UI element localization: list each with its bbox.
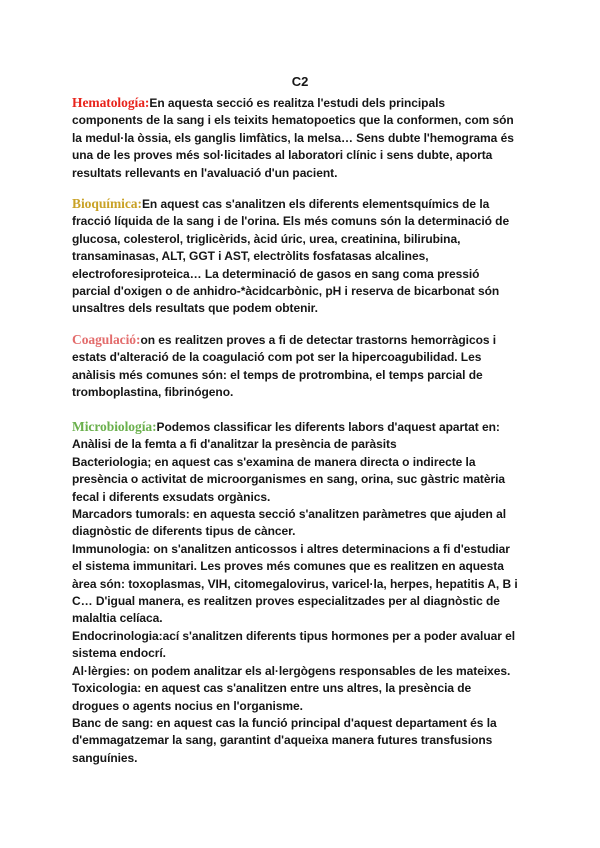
section-text: components de la sang i els teixits hematopoetics que la conformen, com són <box>72 113 514 128</box>
section-heading-hematologia: Hematología: <box>72 95 150 110</box>
section-text: diagnòstic de diferents tipus de càncer. <box>72 524 296 539</box>
section-text: En aquesta secció es realitza l'estudi dels principals <box>149 96 445 110</box>
section-text: drogues o agents nocius en l'organisme. <box>72 698 303 713</box>
section-first-line <box>72 418 534 436</box>
section-text: Anàlisi de la femta a fi d'analitzar la presència de paràsits <box>72 437 397 452</box>
document-title: C2 <box>291 74 309 89</box>
section-text: Marcadors tumorals: en aquesta secció s'analitzen paràmetres que ajuden al <box>72 507 506 522</box>
section-text: el sistema immunitari. Les proves més comunes que es realitzen en aquesta <box>72 559 504 574</box>
section-text: Banc de sang: en aquest cas la funció principal d'aquest departament és la <box>72 715 497 730</box>
section-text: sistema endocrí. <box>72 646 166 661</box>
section-text: fracció líquida de la sang i de l'orina. Els més comuns són la determinació de <box>72 214 510 229</box>
section-hematologia <box>72 94 534 182</box>
section-text: Bacteriologia; en aquest cas s'examina de manera directa o indirecte la <box>72 454 476 469</box>
section-text: sanguínies. <box>72 750 138 765</box>
section-text: Podemos classificar les diferents labors d'aquest apartat en: <box>156 420 500 434</box>
section-first-line <box>72 94 534 112</box>
section-text: àrea són: toxoplasmas, VIH, citomegalovirus, varicel·la, herpes, hepatitis A, B i <box>72 576 518 591</box>
section-text: En aquest cas s'analitzen els diferents elementsquímics de la <box>141 197 490 211</box>
section-text: transaminasas, ALT, GGT i AST, electròlits fosfatasas alcalines, <box>72 249 429 264</box>
section-coagulacio <box>72 331 534 402</box>
section-text: resultats rellevants en l'avaluació d'un pacient. <box>72 165 338 180</box>
section-heading-coagulacio: Coagulació: <box>72 332 141 347</box>
section-text: Toxicologia: en aquest cas s'analitzen entre uns altres, la presència de <box>72 681 472 696</box>
section-text: estats d'alteració de la coagulació com pot ser la hipercoagubilidad. Les <box>72 350 482 365</box>
section-heading-microbiologia: Microbiología: <box>72 419 157 434</box>
section-first-line <box>72 195 534 213</box>
section-text: on es realitzen proves a fi de detectar trastorns hemorràgicos i <box>140 333 497 347</box>
section-text: unsaltres dels resultats que podem obtenir. <box>72 301 318 316</box>
section-microbiologia <box>72 418 534 767</box>
section-text: malaltia celíaca. <box>72 611 163 626</box>
section-text: parcial d'oxigen o de anhidro-*àcidcarbònic, pH i reserva de bicarbonat són <box>72 284 500 299</box>
section-text: Al·lèrgies: on podem analitzar els al·lergògens responsables de les mateixes. <box>72 663 511 678</box>
section-text: glucosa, colesterol, triglicèrids, àcid úric, urea, creatinina, bilirubina, <box>72 231 461 246</box>
section-text: fecal i diferents exsudats orgànics. <box>72 489 271 504</box>
section-text: C… D'igual manera, es realitzen proves especialitzades per al diagnòstic de <box>72 594 500 609</box>
section-text: anàlisis més comunes són: el temps de protrombina, el temps parcial de <box>72 367 483 382</box>
section-text: d'emmagatzemar la sang, garantint d'aqueixa manera futures transfusions <box>72 733 493 748</box>
section-text: Endocrinologia:ací s'analitzen diferents tipus hormones per a poder avaluar el <box>72 628 516 643</box>
section-text: una de les proves més sol·licitades al laboratori clínic i sens dubte, aporta <box>72 148 493 163</box>
section-first-line <box>72 331 534 349</box>
section-text: tromboplastina, fibrinógeno. <box>72 385 234 400</box>
section-text: electroforesiproteica… La determinació de gasos en sang coma pressió <box>72 266 480 281</box>
section-text: Immunologia: on s'analitzen anticossos i altres determinacions a fi d'estudiar <box>72 541 510 556</box>
section-heading-bioquimica: Bioquímica: <box>72 196 142 211</box>
section-text: la medul·la òssia, els ganglis limfàtics, la melsa… Sens dubte l'hemograma és <box>72 130 514 145</box>
section-bioquimica <box>72 195 534 318</box>
section-text: presència o activitat de microorganismes en sang, orina, suc gàstric matèria <box>72 472 506 487</box>
